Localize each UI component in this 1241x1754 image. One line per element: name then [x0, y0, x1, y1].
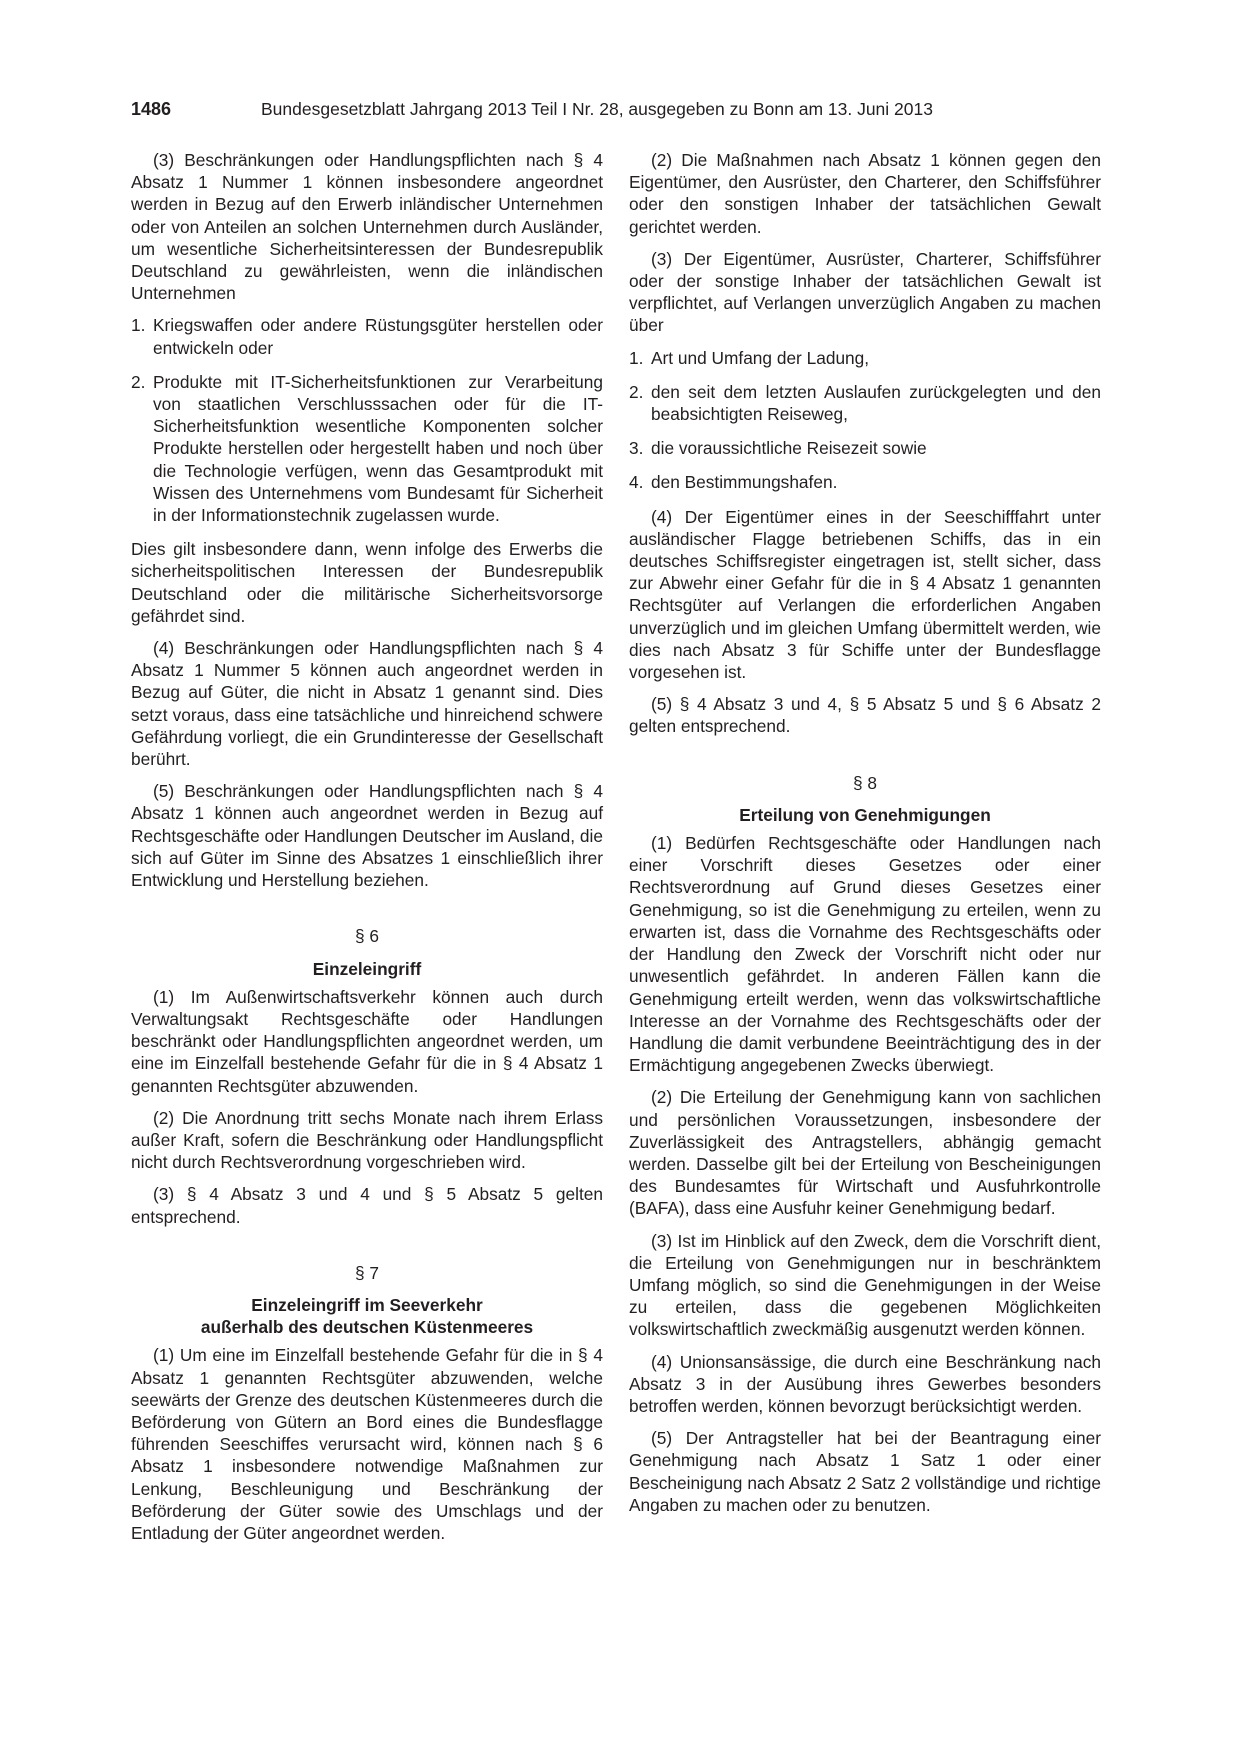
section-title: außerhalb des deutschen Küstenmeeres: [200, 1317, 534, 1338]
paragraph: (1) Im Außenwirtschaftsverkehr können auch durch Verwaltungsakt Rechtsgeschäfte oder Handlungen beschränkt oder Handlungspflichten angeordnet werden, um eine im Einzelfall bestehende Gefahr für die in § 4 Absatz 1 genannten Rechtsgüter abzuwenden.: [131, 986, 603, 1096]
list-number: 1.: [131, 315, 146, 336]
list-item: [629, 381, 1101, 425]
list-item: [629, 347, 1101, 369]
paragraph: (3) Der Eigentümer, Ausrüster, Charterer, Schiffsführer oder der sonstige Inhaber der tatsächlichen Gewalt ist verpflichtet, auf Verlangen unverzüglich Angaben zu machen über: [629, 248, 1101, 336]
section-title: Einzeleingriff: [312, 958, 422, 979]
paragraph: (4) Beschränkungen oder Handlungspflichten nach § 4 Absatz 1 Nummer 5 können auch angeordnet werden in Bezug auf Güter, die nicht in Absatz 1 genannt sind. Dies setzt voraus, dass eine tatsächliche und hinreichend schwere Gefährdung vorliegt, die ein Grundinteresse der Gesellschaft berührt.: [131, 638, 603, 770]
list-number: 1.: [629, 347, 644, 368]
list-item: [629, 437, 1101, 459]
list-number: 4.: [629, 472, 644, 493]
paragraph: (5) Beschränkungen oder Handlungspflichten nach § 4 Absatz 1 können auch angeordnet werden in Bezug auf Rechtsgeschäfte oder Handlungen Deutscher im Ausland, die sich auf Güter im Sinne des Absatzes 1 einschließlich ihrer Entwicklung und Herstellung beziehen.: [131, 781, 603, 891]
list-text: Produkte mit IT-Sicherheitsfunktionen zur Verarbeitung von staatlichen Verschlusssachen oder für die IT-Sicherheitsfunktion wesentliche Komponenten solcher Produkte herstellen oder hergestellt haben und noch über die Technologie verfügen, wenn das Gesamtprodukt mit Wissen des Unternehmens vom Bundesamt für Sicherheit in der Informationstechnik zugelassen wurde.: [153, 371, 603, 526]
paragraph: (5) § 4 Absatz 3 und 4, § 5 Absatz 5 und § 6 Absatz 2 gelten entsprechend.: [629, 694, 1101, 737]
paragraph: (3) § 4 Absatz 3 und 4 und § 5 Absatz 5 gelten entsprechend.: [131, 1184, 603, 1227]
list-number: 2.: [131, 371, 146, 392]
list-text: den Bestimmungshafen.: [651, 472, 838, 493]
list-text: Art und Umfang der Ladung,: [651, 347, 870, 368]
paragraph: (2) Die Maßnahmen nach Absatz 1 können gegen den Eigentümer, den Ausrüster, den Charterer, den Schiffsführer oder den sonstigen Inhaber der tatsächlichen Gewalt gerichtet werden.: [629, 150, 1101, 237]
paragraph: (3) Beschränkungen oder Handlungspflichten nach § 4 Absatz 1 Nummer 1 können insbesondere angeordnet werden in Bezug auf den Erwerb inländischer Unternehmen oder von Anteilen an solchen Unternehmen durch Ausländer, um wesentliche Sicherheitsinteressen der Bundesrepublik Deutschland zu gewährleisten, wenn die inländischen Unternehmen: [131, 150, 603, 304]
list-text: Kriegswaffen oder andere Rüstungsgüter herstellen oder entwickeln oder: [153, 315, 603, 358]
paragraph: Dies gilt insbesondere dann, wenn infolge des Erwerbs die sicherheitspolitischen Interessen der Bundesrepublik Deutschland oder die militärische Sicherheitsvorsorge gefährdet sind.: [131, 539, 603, 626]
list-item: [131, 314, 603, 358]
paragraph: (5) Der Antragsteller hat bei der Beantragung einer Genehmigung nach Absatz 1 Satz 1 oder einer Bescheinigung nach Absatz 2 Satz 2 vollständige und richtige Angaben zu machen oder zu benutzen.: [629, 1428, 1101, 1515]
paragraph: (1) Um eine im Einzelfall bestehende Gefahr für die in § 4 Absatz 1 genannten Rechtsgüter abzuwenden, welche seewärts der Grenze des deutschen Küstenmeeres durch die Beförderung von Gütern an Bord eines die Bundesflagge führenden Seeschiffes verursacht wird, können nach § 6 Absatz 1 insbesondere notwendige Maßnahmen zur Lenkung, Beschleunigung und Beschränkung der Beförderung der Güter sowie des Umschlags und der Entladung der Güter angeordnet werden.: [131, 1345, 603, 1543]
page-number: 1486: [131, 99, 172, 119]
section-title: Einzeleingriff im Seeverkehr: [251, 1294, 483, 1315]
list-text: den seit dem letzten Auslaufen zurückgelegten und den beabsichtigten Reiseweg,: [651, 381, 1101, 425]
paragraph: (3) Ist im Hinblick auf den Zweck, dem die Vorschrift dient, die Erteilung von Genehmigungen nur in beschränktem Umfang möglich, so sind die Genehmigungen in der Weise zu erteilen, dass die gegebenen Möglichkeiten volkswirtschaftlich zweckmäßig ausgenutzt werden können.: [629, 1230, 1101, 1340]
right-column: [629, 149, 1101, 1526]
running-head: Bundesgesetzblatt Jahrgang 2013 Teil I Nr. 28, ausgegeben zu Bonn am 13. Juni 2013: [261, 99, 933, 119]
page-header: [131, 99, 1051, 129]
paragraph: (4) Der Eigentümer eines in der Seeschifffahrt unter ausländischer Flagge betriebenen Schiffs, das in ein deutsches Schiffsregister eingetragen ist, stellt sicher, dass zur Abwehr einer Gefahr für die in § 4 Absatz 1 genannten Rechtsgüter auf Verlangen die erforderlichen Angaben unverzüglich und im gleichen Umfang übermittelt werden, wie dies nach Absatz 3 für Schiffe unter der Bundesflagge vorgesehen ist.: [629, 506, 1101, 683]
paragraph: (2) Die Erteilung der Genehmigung kann von sachlichen und persönlichen Voraussetzungen, insbesondere der Zuverlässigkeit des Antragstellers, abhängig gemacht werden. Dasselbe gilt bei der Erteilung von Bescheinigungen des Bundesamtes für Wirtschaft und Ausfuhrkontrolle (BAFA), dass eine Ausfuhr keiner Genehmigung bedarf.: [629, 1087, 1101, 1219]
list-item: [131, 371, 603, 526]
paragraph: (2) Die Anordnung tritt sechs Monate nach ihrem Erlass außer Kraft, sofern die Beschränkung oder Handlungspflicht nicht durch Rechtsverordnung vorgeschrieben wird.: [131, 1107, 603, 1173]
list-text: die voraussichtliche Reisezeit sowie: [651, 438, 927, 459]
section-title: Erteilung von Genehmigungen: [739, 804, 991, 825]
left-column: [131, 149, 603, 1554]
list-number: 2.: [629, 381, 644, 402]
section-number: § 8: [852, 772, 878, 793]
paragraph: (4) Unionsansässige, die durch eine Beschränkung nach Absatz 3 in der Ausübung ihres Gewerbes besonders betroffen werden, können bevorzugt berücksichtigt werden.: [629, 1351, 1101, 1416]
paragraph: (1) Bedürfen Rechtsgeschäfte oder Handlungen nach einer Vorschrift dieses Gesetzes oder einer Rechtsverordnung auf Grund dieses Gesetzes einer Genehmigung, so ist die Genehmigung zu erteilen, wenn zu erwarten ist, dass die Vornahme des Rechtsgeschäfts oder der Handlung den Zweck der Vorschrift nicht oder nur unwesentlich gefährdet. In anderen Fällen kann die Genehmigung erteilt werden, wenn das volkswirtschaftliche Interesse an der Vornahme des Rechtsgeschäfts oder der Handlung die damit verbundene Beeinträchtigung des in der Ermächtigung angegebenen Zwecks überwiegt.: [629, 833, 1101, 1076]
list-number: 3.: [629, 438, 644, 459]
section-number: § 6: [354, 926, 380, 947]
list-item: [629, 471, 1101, 493]
section-number: § 7: [354, 1262, 380, 1283]
